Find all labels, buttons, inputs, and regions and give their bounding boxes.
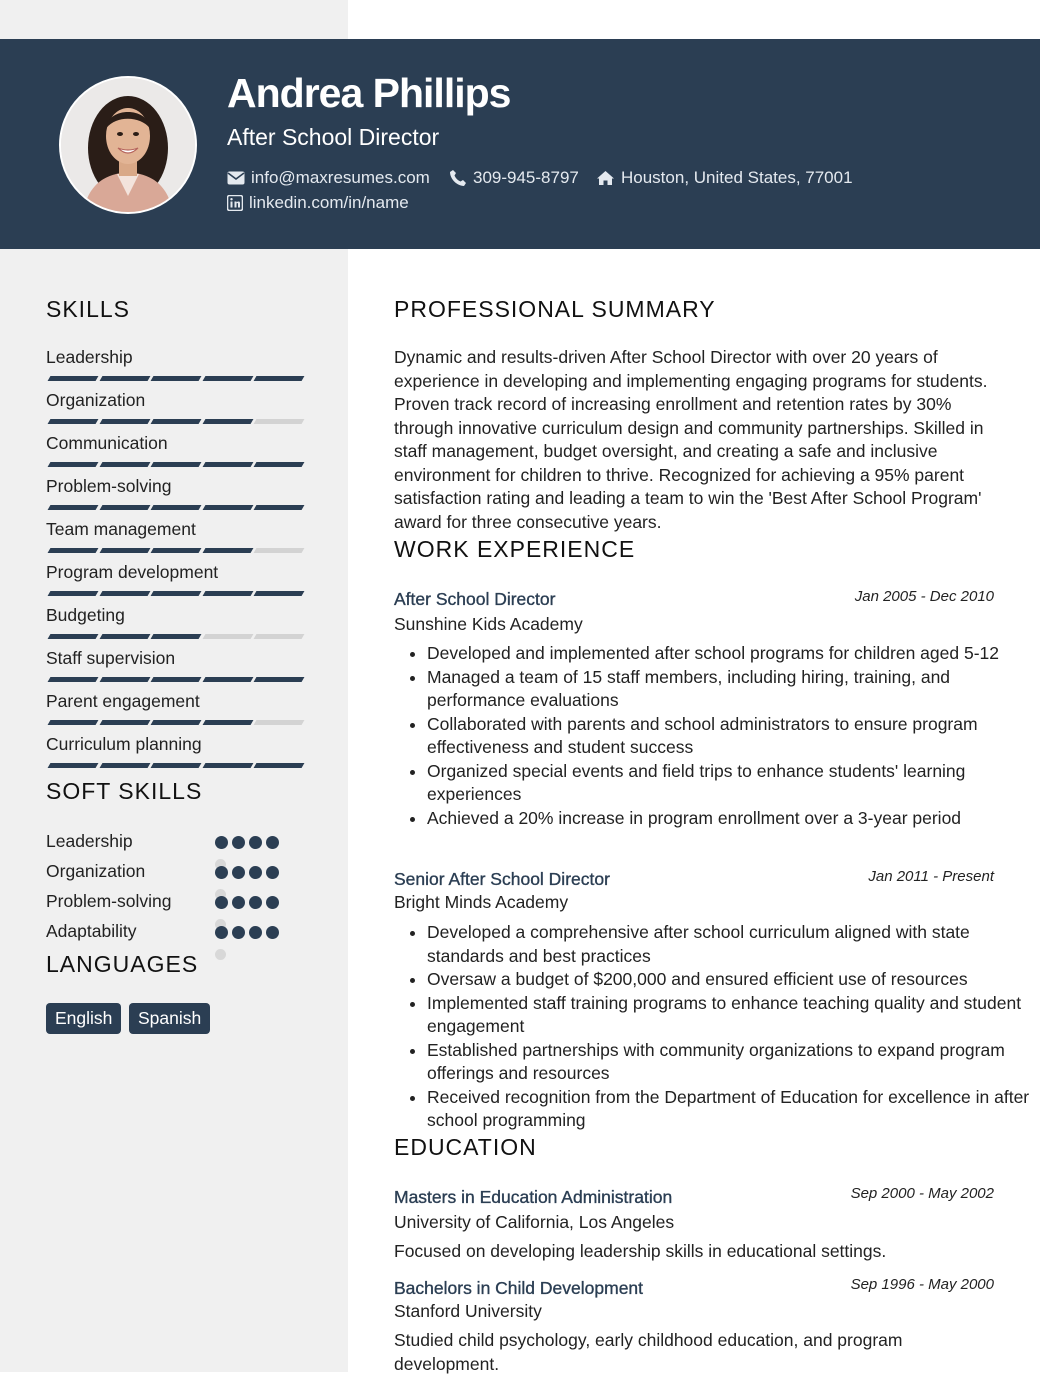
skill-level-segment: [48, 720, 99, 725]
skill-level-segment: [151, 505, 202, 510]
skill-label: Organization: [46, 390, 146, 410]
contact-phone[interactable]: [449, 168, 579, 188]
soft-skill-label: Organization: [46, 861, 146, 881]
skill-level-segment: [254, 462, 305, 467]
degree-title: Masters in Education Administration: [394, 1187, 673, 1207]
skill-level-segment: [202, 591, 253, 596]
envelope-icon: [227, 171, 245, 185]
soft-skill-label: Leadership: [46, 831, 133, 851]
profile-photo: [59, 76, 197, 214]
skill-level-segment: [99, 376, 150, 381]
location-text: Houston, United States, 77001: [621, 168, 853, 187]
skill-level-segment: [202, 720, 253, 725]
skill-level-segment: [48, 591, 99, 596]
skill-level-segment: [99, 763, 150, 768]
degree-dates: Sep 2000 - May 2002: [850, 1185, 994, 1202]
rating-dot: [249, 866, 262, 879]
soft-skills-heading: SOFT SKILLS: [46, 778, 203, 804]
job-bullet: • Established partnerships with community organizations to expand program offerings and resources: [427, 1039, 1032, 1086]
candidate-title: After School Director: [227, 124, 440, 150]
skill-level-segment: [48, 634, 99, 639]
degree-description: Studied child psychology, early childhood education, and program development.: [394, 1330, 903, 1374]
skill-level-segment: [254, 763, 305, 768]
degree-dates: Sep 1996 - May 2000: [850, 1276, 994, 1293]
language-tag-english: English: [46, 1003, 121, 1034]
skill-level-segment: [254, 548, 305, 553]
job-bullet: • Collaborated with parents and school administrators to ensure program effectiveness and student success: [427, 713, 1032, 760]
contact-linkedin[interactable]: [227, 193, 409, 213]
email-text: info@maxresumes.com: [251, 168, 430, 187]
skill-label: Parent engagement: [46, 691, 200, 711]
soft-skill-label: Adaptability: [46, 921, 137, 941]
education-heading: EDUCATION: [394, 1134, 537, 1160]
skill-level-segment: [202, 376, 253, 381]
skill-level-bar: [46, 462, 302, 467]
school-name: Stanford University: [394, 1301, 542, 1321]
job-bullet: • Organized special events and field trips to enhance students' learning experiences: [427, 760, 1032, 807]
rating-dot: [215, 866, 228, 879]
rating-dot: [249, 926, 262, 939]
skill-level-segment: [202, 505, 253, 510]
rating-dot: [232, 896, 245, 909]
degree-description: Focused on developing leadership skills in educational settings.: [394, 1241, 887, 1261]
job-title: Senior After School Director: [394, 869, 610, 889]
skill-level-bar: [46, 419, 302, 424]
job-bullet-list: [394, 921, 1032, 1133]
job-title: After School Director: [394, 589, 556, 609]
skill-level-segment: [202, 462, 253, 467]
skill-label: Budgeting: [46, 605, 125, 625]
skill-level-segment: [202, 677, 253, 682]
skill-level-segment: [254, 419, 305, 424]
school-name: University of California, Los Angeles: [394, 1212, 675, 1232]
linkedin-text: linkedin.com/in/name: [249, 193, 409, 212]
skill-level-segment: [254, 677, 305, 682]
job-bullet: • Implemented staff training programs to enhance teaching quality and student engagement: [427, 992, 1032, 1039]
job-company: Sunshine Kids Academy: [394, 614, 583, 634]
skill-level-segment: [48, 548, 99, 553]
skill-level-segment: [99, 677, 150, 682]
home-icon: [596, 170, 615, 186]
skill-level-segment: [202, 419, 253, 424]
skill-level-bar: [46, 634, 302, 639]
summary-heading: PROFESSIONAL SUMMARY: [394, 296, 716, 322]
skill-label: Team management: [46, 519, 196, 539]
rating-dot: [249, 836, 262, 849]
skill-level-segment: [99, 591, 150, 596]
skill-level-segment: [151, 462, 202, 467]
skill-level-segment: [151, 677, 202, 682]
skill-level-bar: [46, 763, 302, 768]
contact-location: [596, 168, 853, 188]
skill-level-bar: [46, 677, 302, 682]
phone-text: 309-945-8797: [473, 168, 579, 187]
skill-level-segment: [99, 548, 150, 553]
candidate-name: Andrea Phillips: [227, 70, 511, 116]
job-bullet: • Developed a comprehensive after school curriculum aligned with state standards and best practices: [427, 921, 1032, 968]
skill-level-bar: [46, 505, 302, 510]
skill-label: Program development: [46, 562, 219, 582]
skill-level-segment: [99, 419, 150, 424]
skill-level-segment: [254, 591, 305, 596]
experience-heading: WORK EXPERIENCE: [394, 536, 636, 562]
skill-level-segment: [99, 720, 150, 725]
rating-dot: [215, 949, 226, 960]
linkedin-icon: [227, 195, 243, 211]
phone-icon: [449, 169, 467, 187]
rating-dot: [266, 866, 279, 879]
skill-level-segment: [254, 720, 305, 725]
rating-dot: [215, 836, 228, 849]
skill-level-segment: [151, 634, 202, 639]
skill-label: Leadership: [46, 347, 133, 367]
summary-text: Dynamic and results-driven After School Director with over 20 years of experience in developing and implementing engaging programs for students. Proven track record of increasing enrollment and retention rates by 30% through innovative curriculum design and community partnerships. Skilled in staff management, budget oversight, and creating a safe and inclusive environment for children to thrive. Recognized for achieving a 95% parent satisfaction rating and leading a team to win the 'Best After School Program' award for three consecutive years.: [394, 347, 988, 532]
skill-label: Curriculum planning: [46, 734, 202, 754]
rating-dot: [266, 896, 279, 909]
job-bullet: • Received recognition from the Department of Education for excellence in after school programming: [427, 1086, 1032, 1133]
contact-email[interactable]: [227, 168, 430, 188]
skill-level-segment: [48, 505, 99, 510]
skills-heading: SKILLS: [46, 296, 130, 322]
skill-level-segment: [99, 634, 150, 639]
rating-dot: [266, 836, 279, 849]
skill-level-segment: [202, 548, 253, 553]
soft-skill-label: Problem-solving: [46, 891, 172, 911]
skill-level-segment: [48, 677, 99, 682]
job-dates: Jan 2005 - Dec 2010: [854, 588, 994, 605]
job-bullet: • Oversaw a budget of $200,000 and ensured efficient use of resources: [427, 968, 1032, 992]
skill-level-segment: [202, 634, 253, 639]
rating-dot: [232, 926, 245, 939]
skill-level-segment: [151, 376, 202, 381]
rating-dot: [215, 926, 228, 939]
skill-level-segment: [151, 720, 202, 725]
skill-level-segment: [48, 419, 99, 424]
rating-dot: [249, 896, 262, 909]
skill-level-segment: [151, 591, 202, 596]
job-bullet: • Managed a team of 15 staff members, including hiring, training, and performance evaluations: [427, 666, 1032, 713]
job-bullet: • Achieved a 20% increase in program enrollment over a 3-year period: [427, 807, 1032, 831]
skill-level-segment: [48, 462, 99, 467]
job-bullet: • Developed and implemented after school programs for children aged 5-12: [427, 642, 1032, 666]
skill-level-segment: [99, 505, 150, 510]
skill-level-segment: [99, 462, 150, 467]
job-bullet-list: [394, 642, 1032, 830]
skill-level-segment: [48, 763, 99, 768]
rating-dot: [266, 926, 279, 939]
rating-dot: [232, 866, 245, 879]
skill-level-bar: [46, 548, 302, 553]
skill-level-segment: [151, 548, 202, 553]
skill-level-segment: [254, 634, 305, 639]
skill-level-segment: [254, 376, 305, 381]
skill-level-segment: [202, 763, 253, 768]
skill-label: Communication: [46, 433, 168, 453]
rating-dot: [215, 896, 228, 909]
skill-level-segment: [151, 419, 202, 424]
skill-label: Problem-solving: [46, 476, 172, 496]
language-tag-spanish: Spanish: [129, 1003, 210, 1034]
degree-title: Bachelors in Child Development: [394, 1278, 644, 1298]
skill-label: Staff supervision: [46, 648, 176, 668]
skill-level-bar: [46, 591, 302, 596]
skill-level-bar: [46, 720, 302, 725]
rating-dot: [232, 836, 245, 849]
skill-level-segment: [48, 376, 99, 381]
skill-level-bar: [46, 376, 302, 381]
skill-level-segment: [151, 763, 202, 768]
languages-heading: LANGUAGES: [46, 951, 199, 977]
job-dates: Jan 2011 - Present: [868, 868, 994, 885]
job-company: Bright Minds Academy: [394, 892, 569, 912]
skill-level-segment: [254, 505, 305, 510]
